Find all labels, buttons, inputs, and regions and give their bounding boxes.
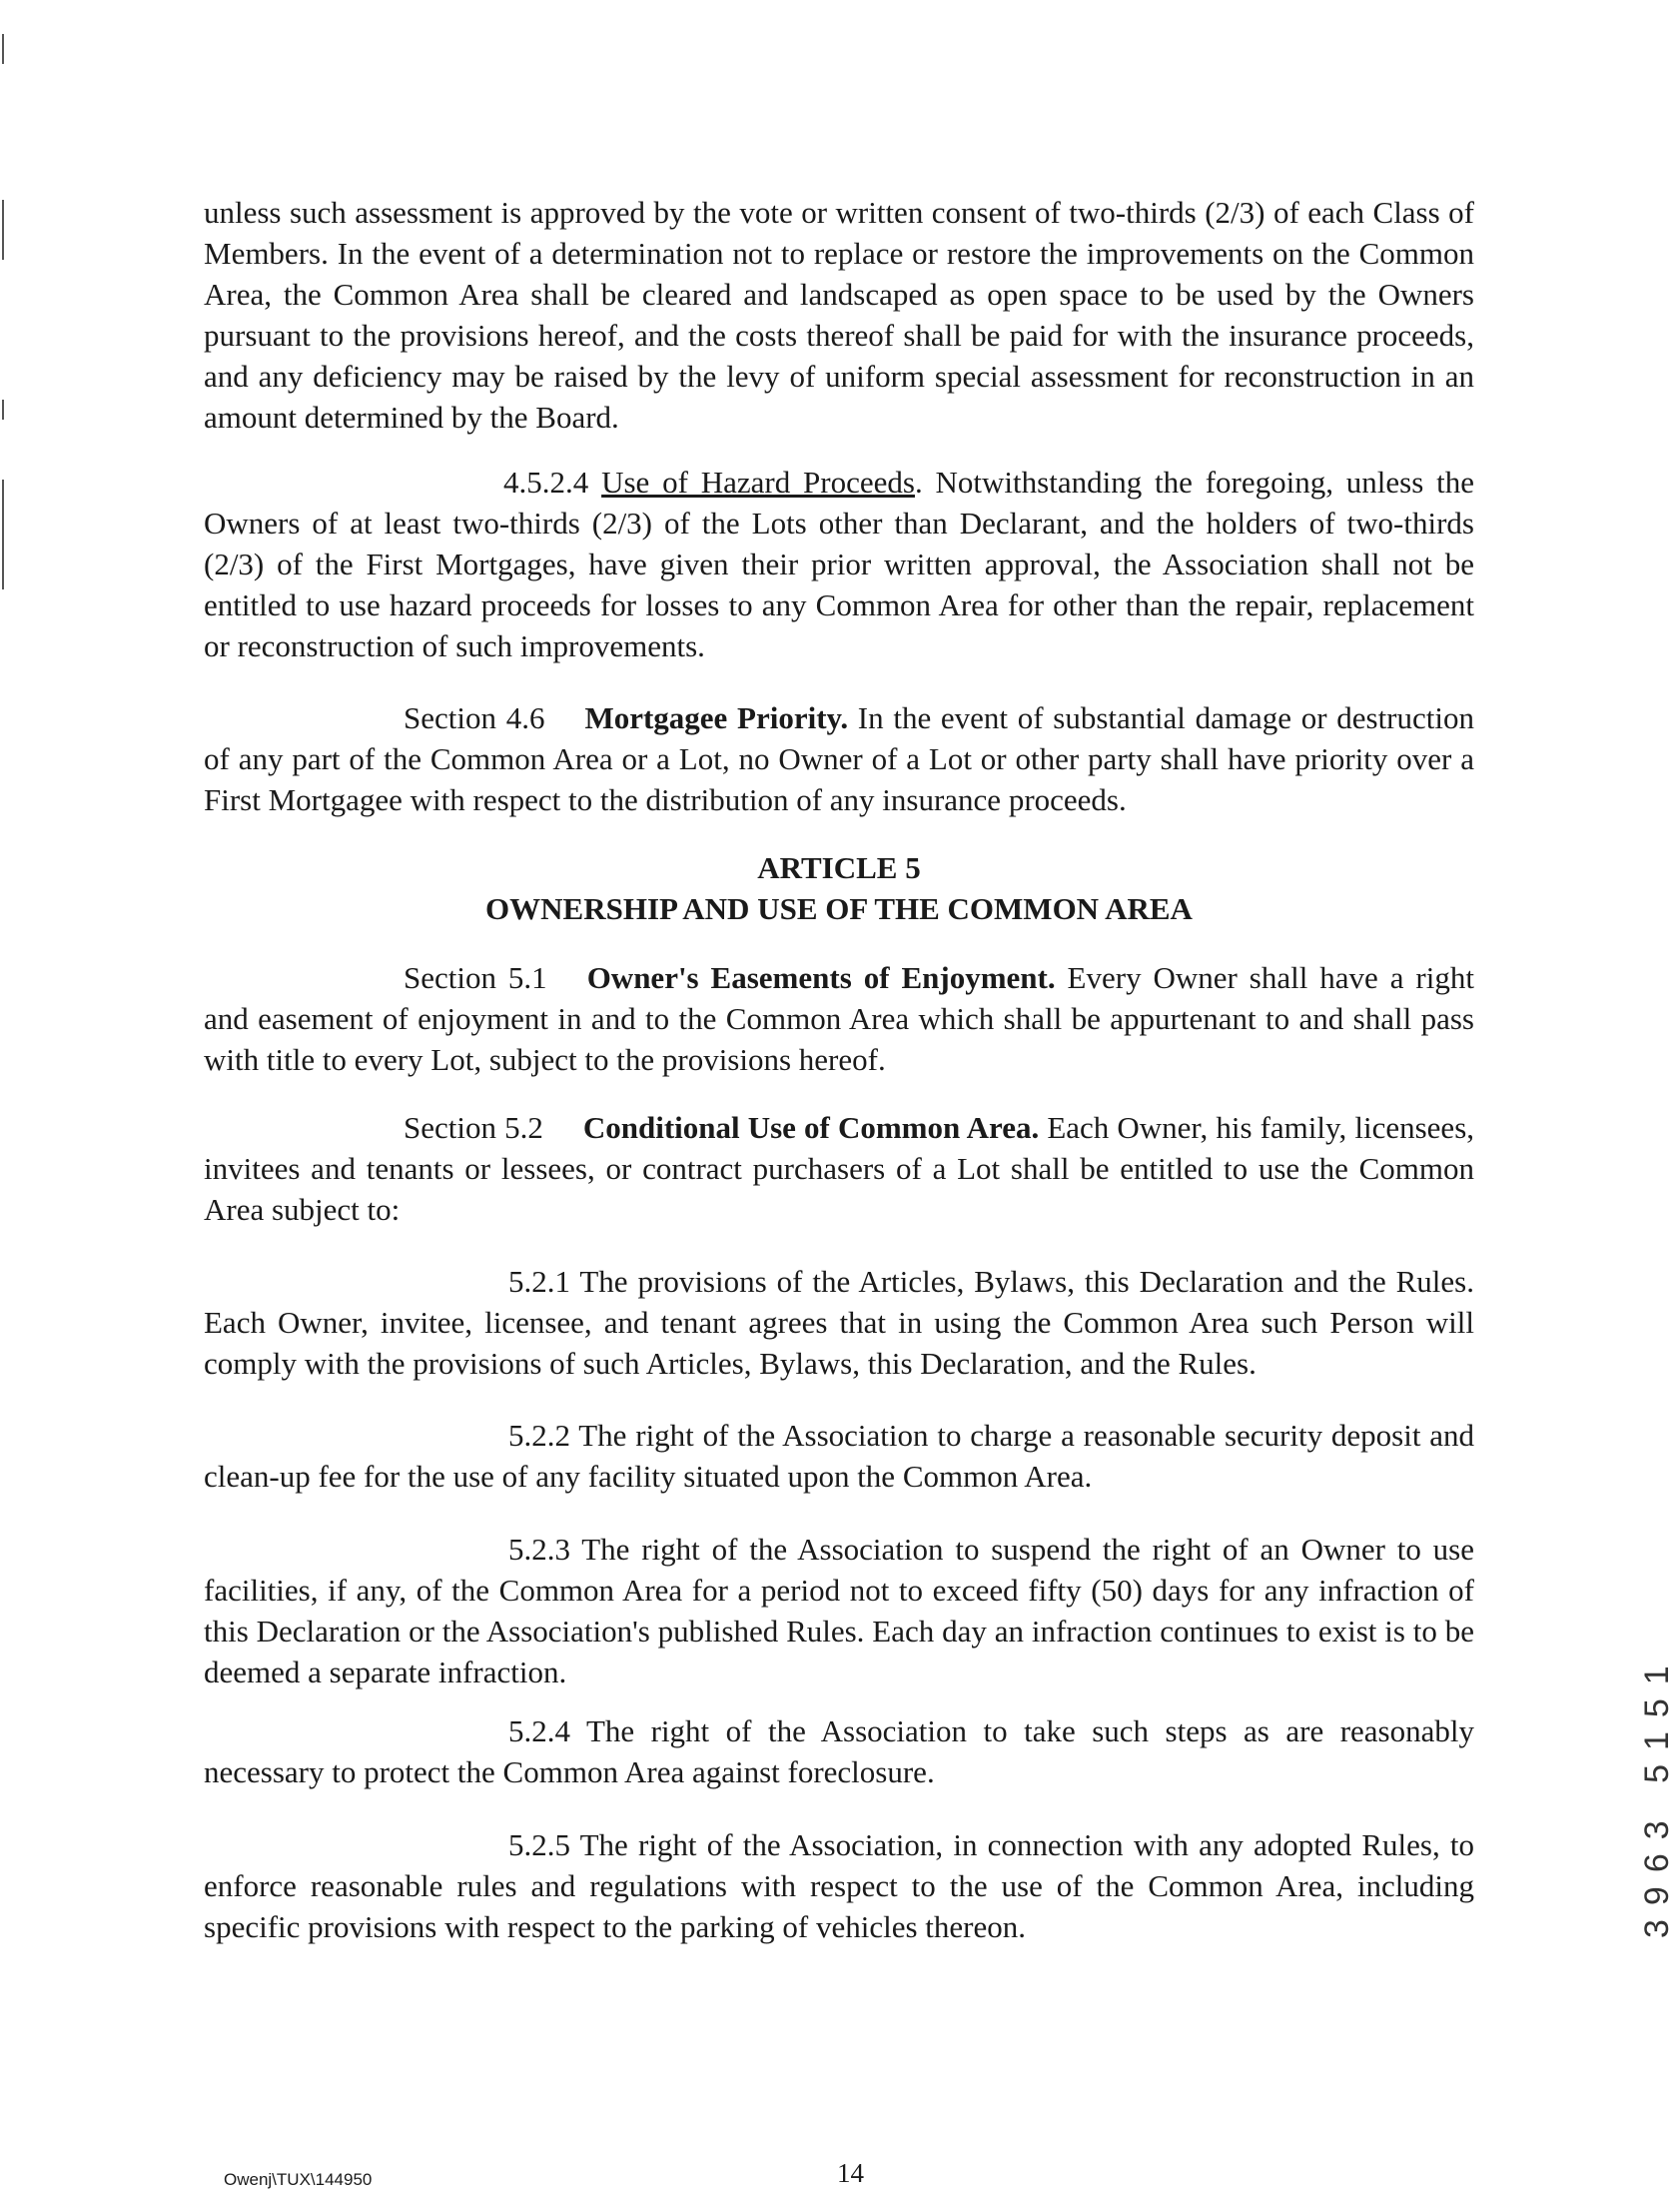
item-5-2-3 (204, 1529, 1474, 1692)
item-5-2-1 (204, 1261, 1474, 1384)
item-text: The right of the Association, in connection with any adopted Rules, to enforce reasonable rules and regulations with respect to the use of the Common Area, including specific provisions with respect to the parking of vehicles thereon. (204, 1827, 1474, 1944)
section-text: Every Owner shall have a right and easement of enjoyment in and to the Common Area which shall be appurtenant to and shall pass with title to every Lot, subject to the provisions hereof. (204, 960, 1474, 1077)
section-label: Section 4.6 (404, 700, 545, 735)
item-number: 5.2.5 (508, 1827, 570, 1862)
subsection-number: 4.5.2.4 (503, 465, 589, 500)
section-4-6 (204, 697, 1474, 820)
page-number: 14 (837, 2158, 864, 2188)
section-text: In the event of substantial damage or destruction of any part of the Common Area or a Lot, no Owner of a Lot or other party shall have priority over a First Mortgagee with respect to the distribution of any insurance proceeds. (204, 700, 1474, 817)
scan-mark (2, 480, 4, 589)
article-number: ARTICLE 5 (757, 850, 921, 885)
article-title: OWNERSHIP AND USE OF THE COMMON AREA (485, 891, 1193, 926)
scan-mark (2, 200, 4, 260)
subsection-heading: Use of Hazard Proceeds (601, 465, 915, 500)
section-label: Section 5.2 (404, 1110, 543, 1145)
subsection-text: . Notwithstanding the foregoing, unless the Owners of at least two-thirds (2/3) of the Lots other than Declarant, and the holders of two-thirds (2/3) of the First Mortgages, have given their prior written approval, the Association shall not be entitled to use hazard proceeds for losses to any Common Area for other than the repair, replacement or reconstruction of such improvements. (204, 465, 1474, 663)
item-text: The right of the Association to take such steps as are reasonably necessary to protect the Common Area against foreclosure. (204, 1713, 1474, 1789)
paragraph-continuation: unless such assessment is approved by the vote or written consent of two-thirds (2/3) of each Class of Members. In the event of a determination not to replace or restore the improvements on the Common Area, the Common Area shall be cleared and landscaped as open space to be used by the Owners pursuant to the provisions hereof, and the costs thereof shall be paid for with the insurance proceeds, and any deficiency may be raised by the levy of uniform special assessment for reconstruction in an amount determined by the Board. (204, 195, 1474, 435)
recording-stamp (1598, 1559, 1676, 1938)
section-title: Conditional Use of Common Area. (582, 1110, 1040, 1145)
item-number: 5.2.3 (508, 1532, 570, 1567)
section-title: Owner's Easements of Enjoyment. (586, 960, 1056, 995)
item-text: The right of the Association to suspend the right of an Owner to use facilities, if any, of the Common Area for a period not to exceed fifty (50) days for any infraction of this Declaration or the Association's published Rules. Each day an infraction continues to exist is to be deemed a separate infraction. (204, 1532, 1474, 1689)
recording-stamp-text: 3963 5151 (1638, 1652, 1676, 1938)
scan-mark (2, 34, 4, 64)
item-5-2-2 (204, 1415, 1474, 1497)
footer-doc-id: Owenj\TUX\144950 (224, 2170, 373, 2189)
item-number: 5.2.4 (508, 1713, 570, 1748)
scan-mark (2, 400, 4, 420)
item-text: The right of the Association to charge a reasonable security deposit and clean-up fee for the use of any facility situated upon the Common Area. (204, 1418, 1474, 1494)
item-number: 5.2.2 (508, 1418, 570, 1453)
section-5-1 (204, 957, 1474, 1080)
paragraph-4-5-2-4 (204, 462, 1474, 666)
section-label: Section 5.1 (404, 960, 547, 995)
section-title: Mortgagee Priority. (584, 700, 849, 735)
item-5-2-5 (204, 1824, 1474, 1947)
item-text: The provisions of the Articles, Bylaws, this Declaration and the Rules. Each Owner, invitee, licensee, and tenant agrees that in using the Common Area such Person will comply with the provisions of such Articles, Bylaws, this Declaration, and the Rules. (204, 1264, 1474, 1381)
section-text: Each Owner, his family, licensees, invitees and tenants or lessees, or contract purchasers of a Lot shall be entitled to use the Common Area subject to: (204, 1110, 1475, 1227)
item-number: 5.2.1 (508, 1264, 570, 1299)
item-5-2-4 (204, 1710, 1474, 1792)
section-5-2 (204, 1107, 1474, 1230)
